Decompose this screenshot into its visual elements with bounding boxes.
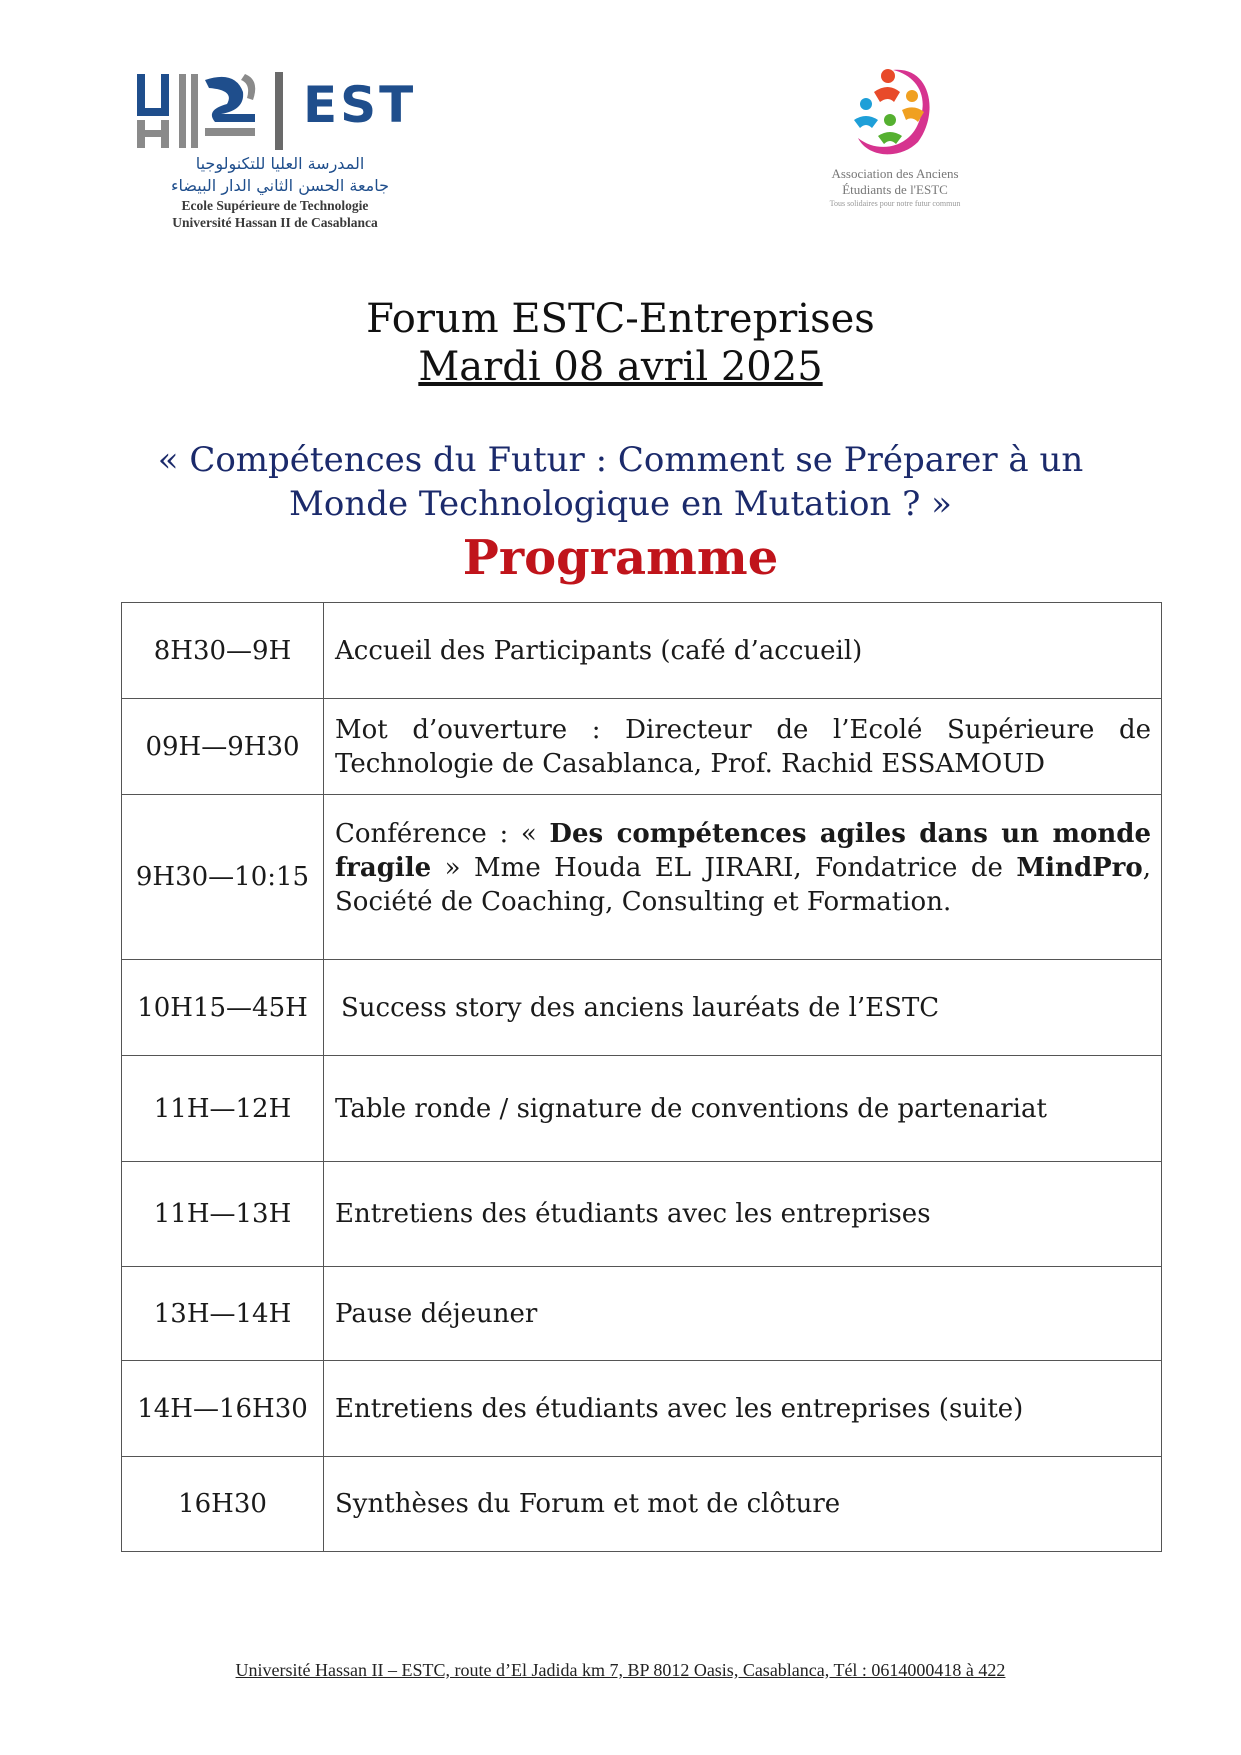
schedule-description: Success story des anciens lauréats de l’ESTC (324, 960, 1162, 1056)
table-row (122, 1457, 1162, 1552)
schedule-time: 11H—13H (122, 1162, 324, 1267)
schedule-time: 10H15—45H (122, 960, 324, 1056)
table-row (122, 1056, 1162, 1162)
schedule-description: Table ronde / signature de conventions de partenariat (324, 1056, 1162, 1162)
schedule-description: Entretiens des étudiants avec les entreprises (324, 1162, 1162, 1267)
footer-address: Université Hassan II – ESTC, route d’El Jadida km 7, BP 8012 Oasis, Casablanca, Tél : 0614000418 à 422 (235, 1660, 1006, 1680)
alumni-people-icon (838, 62, 948, 162)
schedule-description (324, 795, 1162, 960)
schedule-description: Mot d’ouverture : Directeur de l’Ecolé Supérieure de Technologie de Casablanca, Prof. Rachid ESSAMOUD (324, 699, 1162, 795)
event-date: Mardi 08 avril 2025 (418, 344, 823, 390)
table-row (122, 699, 1162, 795)
table-row (122, 960, 1162, 1056)
schedule-time: 11H—12H (122, 1056, 324, 1162)
schedule-description: Synthèses du Forum et mot de clôture (324, 1457, 1162, 1552)
theme-line-2: Monde Technologique en Mutation ? » (289, 484, 952, 524)
est-logo (135, 70, 415, 235)
association-name-line2: Étudiants de l'ESTC (842, 182, 948, 197)
schedule-description: Entretiens des étudiants avec les entreprises (suite) (324, 1361, 1162, 1457)
logo-divider (275, 72, 283, 150)
table-row (122, 795, 1162, 960)
schedule-time: 09H—9H30 (122, 699, 324, 795)
conference-speaker: » Mme Houda EL JIRARI, Fondatrice de (431, 853, 1017, 883)
schedule-time: 13H—14H (122, 1267, 324, 1361)
schedule-description: Pause déjeuner (324, 1267, 1162, 1361)
est-brand: EST (303, 76, 417, 134)
programme-heading: Programme (462, 530, 779, 586)
table-row (122, 1361, 1162, 1457)
logo-french-university: Université Hassan II de Casablanca (172, 215, 378, 230)
company-name: MindPro (1016, 853, 1143, 883)
schedule-time: 9H30—10:15 (122, 795, 324, 960)
logo-french-school: Ecole Supérieure de Technologie (181, 198, 369, 213)
conference-title: Des compétences agiles dans un monde fragile (335, 819, 1151, 883)
schedule-time: 8H30—9H (122, 603, 324, 699)
association-tagline: Tous solidaires pour notre futur commun (829, 199, 961, 208)
logo-arabic-school: المدرسة العليا للتكنولوجيا (195, 154, 365, 173)
table-row (122, 1267, 1162, 1361)
uh2c-emblem-icon (135, 70, 275, 150)
alumni-association-logo (810, 62, 980, 212)
company-description: , Société de Coaching, Consulting et Formation. (335, 853, 1151, 917)
conference-intro: Conférence : « (335, 819, 550, 849)
schedule-description: Accueil des Participants (café d’accueil) (324, 603, 1162, 699)
event-title: Forum ESTC-Entreprises (366, 296, 875, 342)
schedule-time: 14H—16H30 (122, 1361, 324, 1457)
schedule-table (121, 602, 1162, 1552)
schedule-time: 16H30 (122, 1457, 324, 1552)
theme-line-1: « Compétences du Futur : Comment se Préparer à un (157, 440, 1084, 480)
logo-arabic-university: جامعة الحسن الثاني الدار البيضاء (170, 176, 390, 195)
table-row (122, 1162, 1162, 1267)
association-name-line1: Association des Anciens (831, 166, 959, 181)
table-row (122, 603, 1162, 699)
